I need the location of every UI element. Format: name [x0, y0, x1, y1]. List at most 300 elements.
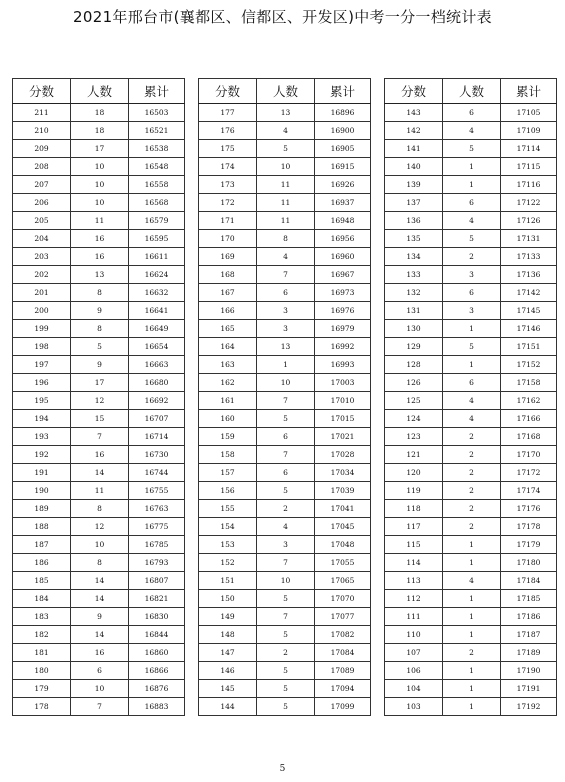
score-cell: 194	[13, 410, 71, 428]
count-cell: 11	[71, 482, 129, 500]
table-row	[13, 338, 185, 356]
table-row	[199, 626, 371, 644]
table-row	[13, 698, 185, 716]
cumulative-cell: 17039	[315, 482, 371, 500]
cumulative-cell: 17126	[501, 212, 557, 230]
cumulative-cell: 16641	[129, 302, 185, 320]
cumulative-cell: 16595	[129, 230, 185, 248]
table-row	[199, 662, 371, 680]
score-cell: 186	[13, 554, 71, 572]
cumulative-cell: 16860	[129, 644, 185, 662]
table-row	[385, 446, 557, 464]
score-cell: 132	[385, 284, 443, 302]
score-cell: 154	[199, 518, 257, 536]
score-cell: 107	[385, 644, 443, 662]
score-cell: 119	[385, 482, 443, 500]
cumulative-cell: 16876	[129, 680, 185, 698]
cumulative-cell: 16663	[129, 356, 185, 374]
table-row	[13, 680, 185, 698]
cumulative-cell: 17158	[501, 374, 557, 392]
score-cell: 183	[13, 608, 71, 626]
table-row	[13, 482, 185, 500]
score-cell: 113	[385, 572, 443, 590]
table-row	[13, 140, 185, 158]
table-row	[199, 356, 371, 374]
table-row	[199, 266, 371, 284]
table-row	[199, 338, 371, 356]
score-table-2	[198, 78, 371, 716]
count-cell: 8	[71, 284, 129, 302]
table-row	[385, 572, 557, 590]
count-cell: 1	[443, 590, 501, 608]
score-cell: 121	[385, 446, 443, 464]
cumulative-cell: 17189	[501, 644, 557, 662]
score-cell: 185	[13, 572, 71, 590]
score-cell: 147	[199, 644, 257, 662]
table-row	[199, 320, 371, 338]
table-row	[385, 158, 557, 176]
table-row	[13, 230, 185, 248]
score-cell: 178	[13, 698, 71, 716]
table-row	[13, 176, 185, 194]
score-cell: 156	[199, 482, 257, 500]
score-cell: 177	[199, 104, 257, 122]
cumulative-cell: 17185	[501, 590, 557, 608]
table-row	[199, 698, 371, 716]
cumulative-cell: 16611	[129, 248, 185, 266]
count-cell: 9	[71, 356, 129, 374]
count-cell: 10	[257, 158, 315, 176]
count-cell: 2	[443, 248, 501, 266]
score-cell: 173	[199, 176, 257, 194]
cumulative-cell: 17089	[315, 662, 371, 680]
count-cell: 1	[443, 626, 501, 644]
score-cell: 149	[199, 608, 257, 626]
count-cell: 10	[257, 572, 315, 590]
count-cell: 5	[443, 140, 501, 158]
cumulative-cell: 16937	[315, 194, 371, 212]
score-cell: 161	[199, 392, 257, 410]
cumulative-cell: 16807	[129, 572, 185, 590]
header-count: 人数	[443, 79, 501, 104]
cumulative-cell: 17146	[501, 320, 557, 338]
cumulative-cell: 17172	[501, 464, 557, 482]
cumulative-cell: 16538	[129, 140, 185, 158]
cumulative-cell: 17168	[501, 428, 557, 446]
count-cell: 1	[443, 662, 501, 680]
count-cell: 2	[257, 500, 315, 518]
count-cell: 2	[443, 482, 501, 500]
score-cell: 146	[199, 662, 257, 680]
score-cell: 133	[385, 266, 443, 284]
score-cell: 188	[13, 518, 71, 536]
count-cell: 1	[443, 698, 501, 716]
count-cell: 11	[257, 176, 315, 194]
score-cell: 164	[199, 338, 257, 356]
score-cell: 193	[13, 428, 71, 446]
table-row	[385, 338, 557, 356]
table-row	[199, 410, 371, 428]
table-row	[385, 212, 557, 230]
count-cell: 4	[443, 212, 501, 230]
count-cell: 2	[257, 644, 315, 662]
table-row	[385, 608, 557, 626]
cumulative-cell: 16979	[315, 320, 371, 338]
score-cell: 157	[199, 464, 257, 482]
cumulative-cell: 17077	[315, 608, 371, 626]
table-row	[385, 266, 557, 284]
cumulative-cell: 17010	[315, 392, 371, 410]
cumulative-cell: 16548	[129, 158, 185, 176]
table-row	[13, 302, 185, 320]
score-cell: 141	[385, 140, 443, 158]
count-cell: 13	[257, 104, 315, 122]
score-cell: 134	[385, 248, 443, 266]
score-cell: 112	[385, 590, 443, 608]
table-row	[385, 392, 557, 410]
header-score: 分数	[385, 79, 443, 104]
cumulative-cell: 17133	[501, 248, 557, 266]
header-score: 分数	[13, 79, 71, 104]
table-row	[385, 536, 557, 554]
table-row	[199, 482, 371, 500]
table-row	[199, 518, 371, 536]
cumulative-cell: 17021	[315, 428, 371, 446]
cumulative-cell: 16896	[315, 104, 371, 122]
table-row	[385, 104, 557, 122]
table-row	[385, 554, 557, 572]
cumulative-cell: 17109	[501, 122, 557, 140]
score-cell: 120	[385, 464, 443, 482]
cumulative-cell: 17176	[501, 500, 557, 518]
count-cell: 17	[71, 374, 129, 392]
table-row	[385, 662, 557, 680]
count-cell: 13	[71, 266, 129, 284]
table-row	[13, 536, 185, 554]
table-row	[13, 626, 185, 644]
count-cell: 5	[443, 230, 501, 248]
table-row	[199, 680, 371, 698]
header-count: 人数	[257, 79, 315, 104]
score-cell: 111	[385, 608, 443, 626]
table-row	[199, 536, 371, 554]
score-cell: 125	[385, 392, 443, 410]
table-row	[199, 248, 371, 266]
count-cell: 5	[257, 626, 315, 644]
cumulative-cell: 16883	[129, 698, 185, 716]
header-count: 人数	[71, 79, 129, 104]
cumulative-cell: 17184	[501, 572, 557, 590]
table-row	[385, 410, 557, 428]
cumulative-cell: 16730	[129, 446, 185, 464]
score-cell: 150	[199, 590, 257, 608]
count-cell: 6	[443, 284, 501, 302]
score-cell: 207	[13, 176, 71, 194]
count-cell: 14	[71, 572, 129, 590]
table-row	[199, 104, 371, 122]
cumulative-cell: 17082	[315, 626, 371, 644]
cumulative-cell: 16632	[129, 284, 185, 302]
table-row	[385, 590, 557, 608]
score-cell: 167	[199, 284, 257, 302]
cumulative-cell: 16926	[315, 176, 371, 194]
table-row	[385, 122, 557, 140]
count-cell: 16	[71, 248, 129, 266]
count-cell: 7	[257, 554, 315, 572]
score-cell: 205	[13, 212, 71, 230]
table-row	[199, 158, 371, 176]
score-cell: 144	[199, 698, 257, 716]
score-cell: 182	[13, 626, 71, 644]
count-cell: 10	[71, 536, 129, 554]
table-row	[13, 158, 185, 176]
count-cell: 15	[71, 410, 129, 428]
cumulative-cell: 17115	[501, 158, 557, 176]
count-cell: 2	[443, 428, 501, 446]
score-cell: 131	[385, 302, 443, 320]
count-cell: 1	[443, 176, 501, 194]
cumulative-cell: 17094	[315, 680, 371, 698]
cumulative-cell: 17099	[315, 698, 371, 716]
count-cell: 3	[257, 302, 315, 320]
count-cell: 11	[71, 212, 129, 230]
count-cell: 1	[443, 356, 501, 374]
score-cell: 190	[13, 482, 71, 500]
table-row	[13, 266, 185, 284]
score-cell: 135	[385, 230, 443, 248]
table-row	[199, 176, 371, 194]
score-cell: 117	[385, 518, 443, 536]
cumulative-cell: 16775	[129, 518, 185, 536]
table-row	[13, 644, 185, 662]
count-cell: 11	[257, 212, 315, 230]
count-cell: 6	[443, 104, 501, 122]
cumulative-cell: 16900	[315, 122, 371, 140]
count-cell: 12	[71, 392, 129, 410]
score-cell: 115	[385, 536, 443, 554]
cumulative-cell: 16905	[315, 140, 371, 158]
table-row	[199, 140, 371, 158]
cumulative-cell: 17191	[501, 680, 557, 698]
count-cell: 1	[443, 536, 501, 554]
cumulative-cell: 16830	[129, 608, 185, 626]
cumulative-cell: 17162	[501, 392, 557, 410]
score-cell: 124	[385, 410, 443, 428]
score-cell: 152	[199, 554, 257, 572]
header-cumulative: 累计	[501, 79, 557, 104]
count-cell: 3	[443, 266, 501, 284]
count-cell: 8	[71, 554, 129, 572]
table-row	[13, 410, 185, 428]
count-cell: 6	[443, 194, 501, 212]
count-cell: 10	[257, 374, 315, 392]
cumulative-cell: 17152	[501, 356, 557, 374]
table-row	[13, 212, 185, 230]
table-row	[13, 392, 185, 410]
count-cell: 3	[257, 320, 315, 338]
cumulative-cell: 16866	[129, 662, 185, 680]
count-cell: 5	[257, 410, 315, 428]
table-row	[13, 464, 185, 482]
score-cell: 175	[199, 140, 257, 158]
cumulative-cell: 16973	[315, 284, 371, 302]
table-row	[199, 572, 371, 590]
count-cell: 18	[71, 104, 129, 122]
score-cell: 181	[13, 644, 71, 662]
score-cell: 171	[199, 212, 257, 230]
cumulative-cell: 16915	[315, 158, 371, 176]
cumulative-cell: 16844	[129, 626, 185, 644]
score-cell: 209	[13, 140, 71, 158]
table-row	[13, 608, 185, 626]
table-row	[199, 212, 371, 230]
score-cell: 168	[199, 266, 257, 284]
count-cell: 16	[71, 230, 129, 248]
count-cell: 3	[257, 536, 315, 554]
count-cell: 11	[257, 194, 315, 212]
score-cell: 130	[385, 320, 443, 338]
table-row	[199, 230, 371, 248]
cumulative-cell: 16785	[129, 536, 185, 554]
count-cell: 6	[443, 374, 501, 392]
table-row	[385, 248, 557, 266]
page-title: 2021年邢台市(襄都区、信都区、开发区)中考一分一档统计表	[73, 8, 492, 26]
cumulative-cell: 16967	[315, 266, 371, 284]
cumulative-cell: 16956	[315, 230, 371, 248]
table-row	[385, 320, 557, 338]
count-cell: 1	[443, 320, 501, 338]
score-cell: 172	[199, 194, 257, 212]
count-cell: 5	[257, 680, 315, 698]
cumulative-cell: 16558	[129, 176, 185, 194]
count-cell: 8	[257, 230, 315, 248]
count-cell: 10	[71, 176, 129, 194]
table-row	[385, 374, 557, 392]
score-cell: 165	[199, 320, 257, 338]
count-cell: 5	[257, 698, 315, 716]
table-row	[199, 608, 371, 626]
cumulative-cell: 17151	[501, 338, 557, 356]
score-cell: 145	[199, 680, 257, 698]
table-row	[199, 464, 371, 482]
score-cell: 191	[13, 464, 71, 482]
header-cumulative: 累计	[129, 79, 185, 104]
table-row	[13, 428, 185, 446]
cumulative-cell: 17084	[315, 644, 371, 662]
cumulative-cell: 16755	[129, 482, 185, 500]
cumulative-cell: 17192	[501, 698, 557, 716]
count-cell: 2	[443, 518, 501, 536]
score-cell: 200	[13, 302, 71, 320]
table-row	[13, 554, 185, 572]
count-cell: 5	[257, 482, 315, 500]
count-cell: 5	[257, 140, 315, 158]
header-score: 分数	[199, 79, 257, 104]
score-cell: 179	[13, 680, 71, 698]
count-cell: 4	[257, 248, 315, 266]
score-cell: 162	[199, 374, 257, 392]
cumulative-cell: 16503	[129, 104, 185, 122]
score-cell: 192	[13, 446, 71, 464]
score-cell: 170	[199, 230, 257, 248]
score-cell: 151	[199, 572, 257, 590]
score-cell: 187	[13, 536, 71, 554]
table-row	[13, 572, 185, 590]
count-cell: 5	[71, 338, 129, 356]
score-cell: 197	[13, 356, 71, 374]
count-cell: 10	[71, 158, 129, 176]
score-cell: 106	[385, 662, 443, 680]
table-row	[13, 446, 185, 464]
table-row	[13, 104, 185, 122]
count-cell: 7	[257, 392, 315, 410]
cumulative-cell: 17142	[501, 284, 557, 302]
table-row	[199, 554, 371, 572]
table-row	[385, 140, 557, 158]
cumulative-cell: 17178	[501, 518, 557, 536]
score-cell: 180	[13, 662, 71, 680]
score-cell: 202	[13, 266, 71, 284]
count-cell: 1	[443, 608, 501, 626]
table-row	[13, 662, 185, 680]
score-cell: 160	[199, 410, 257, 428]
count-cell: 1	[443, 158, 501, 176]
cumulative-cell: 17170	[501, 446, 557, 464]
cumulative-cell: 17145	[501, 302, 557, 320]
score-cell: 104	[385, 680, 443, 698]
score-cell: 201	[13, 284, 71, 302]
cumulative-cell: 17034	[315, 464, 371, 482]
count-cell: 2	[443, 446, 501, 464]
table-row	[13, 248, 185, 266]
cumulative-cell: 17015	[315, 410, 371, 428]
count-cell: 14	[71, 464, 129, 482]
score-cell: 204	[13, 230, 71, 248]
cumulative-cell: 17187	[501, 626, 557, 644]
score-cell: 142	[385, 122, 443, 140]
count-cell: 6	[257, 464, 315, 482]
count-cell: 7	[257, 446, 315, 464]
count-cell: 16	[71, 644, 129, 662]
cumulative-cell: 16707	[129, 410, 185, 428]
cumulative-cell: 17041	[315, 500, 371, 518]
table-row	[13, 320, 185, 338]
cumulative-cell: 16992	[315, 338, 371, 356]
count-cell: 4	[443, 122, 501, 140]
score-table-1	[12, 78, 185, 716]
score-cell: 208	[13, 158, 71, 176]
count-cell: 10	[71, 194, 129, 212]
score-cell: 139	[385, 176, 443, 194]
cumulative-cell: 17065	[315, 572, 371, 590]
count-cell: 4	[443, 410, 501, 428]
table-row	[199, 392, 371, 410]
cumulative-cell: 16960	[315, 248, 371, 266]
score-cell: 137	[385, 194, 443, 212]
count-cell: 6	[257, 428, 315, 446]
cumulative-cell: 16763	[129, 500, 185, 518]
table-row	[199, 590, 371, 608]
count-cell: 8	[71, 500, 129, 518]
count-cell: 4	[257, 518, 315, 536]
score-cell: 163	[199, 356, 257, 374]
count-cell: 5	[443, 338, 501, 356]
cumulative-cell: 17166	[501, 410, 557, 428]
count-cell: 7	[257, 266, 315, 284]
table-row	[199, 428, 371, 446]
score-cell: 199	[13, 320, 71, 338]
score-table-3	[384, 78, 557, 716]
